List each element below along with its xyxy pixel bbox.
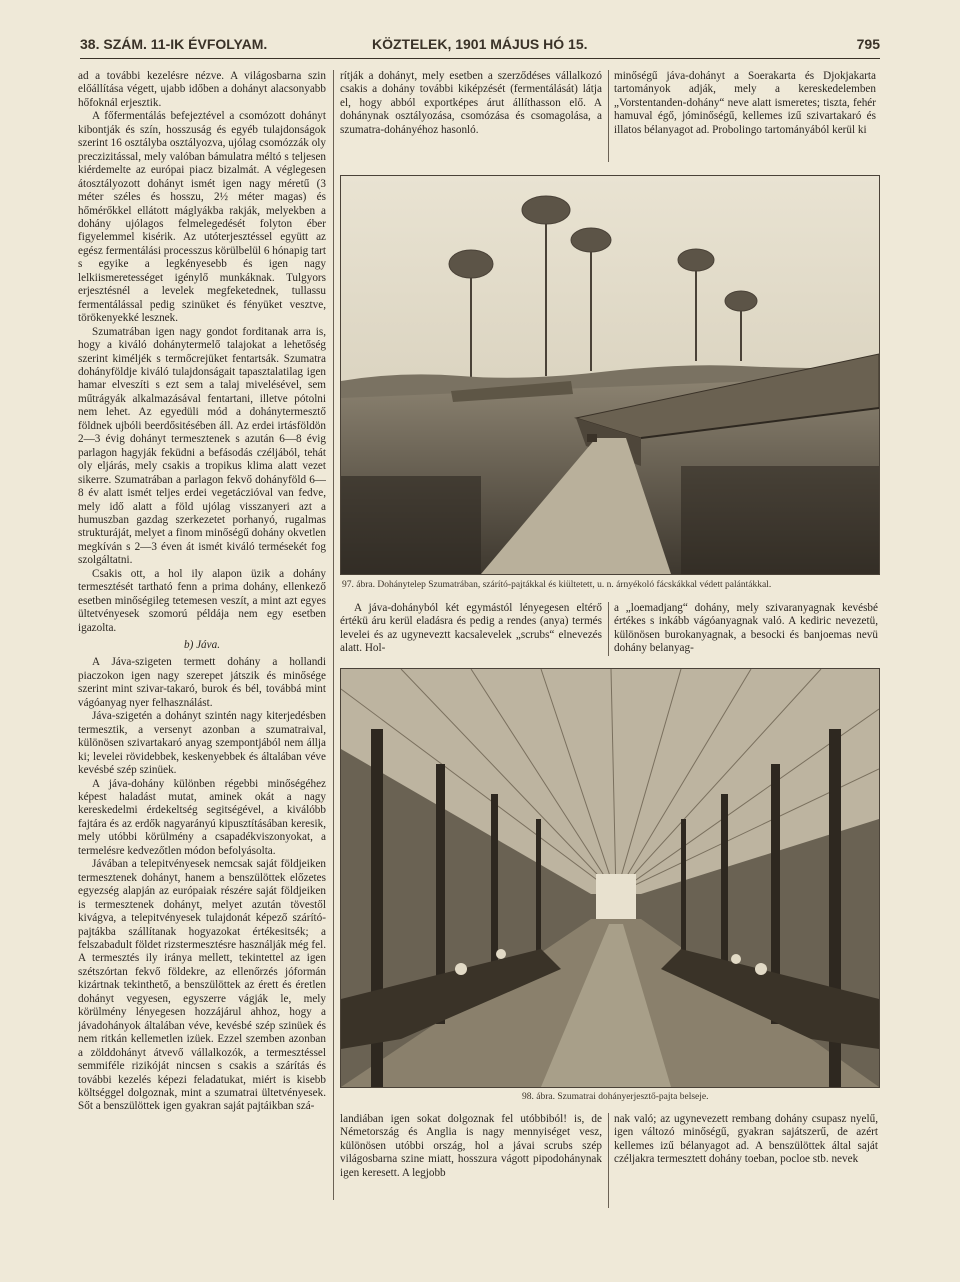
paragraph: A főfermentálás befejeztével a csomózott dohányt kibontják és szín, hosszuság és egyéb tulajdonságok szerint 16 osztályba osztályozva, ujólag csomózzák oly preczizitással, mely valóban bámulatra méltó s teljesen kiérdemelte az európai piacz bizalmát. A véglegesen átosztályozott dohányt ismét igen nagy méretű (3 méter széles és hosszu, 2½ méter magas) és hőmérőkkel ellátott máglyákba rakják, melyekben a dohány ujólagos felmelegedését folyton éber figyelemmel kisérik. Az utóterjesztéssel együtt az egész fermentálási processzus körülbelül 6 hónapig tart s egyike a legkényesebb és igen nagy lelkiismeretességet igénylő munkáknak. Tulgyors erjesztésnél a levelek megfeketednek, tullassu fermentálással pedig szinüket és fényüket vesztve, törökenyekké lesznek. xyxy=(78,110,326,325)
paragraph: minőségű jáva-dohányt a Soerakarta és Djokjakarta tartományok adják, mely a kereskedelemben „Vorstentanden-dohány“ neve alatt ismeretes; tiszta, fehér hamuval égő, jóminőségű, kellemes izű szivartakaró és illatos bélanyagot ad. Probolingo tartományából kerül ki xyxy=(614,70,876,136)
fermentation-shed-photo xyxy=(340,668,880,1088)
right-column-bottom xyxy=(614,1113,878,1213)
paragraph: nak való; az ugynevezett rembang dohány csupasz nyelű, igen változó minőségű, gyakran sajátszerű, de azért kellemes izű bélanyagot ad. A benszülöttek által saját czéljakra termesztett dohány toeban, pocloe stb. nevek xyxy=(614,1113,878,1166)
tobacco-plantation-photo xyxy=(340,175,880,575)
section-heading: b) Jáva. xyxy=(183,639,221,652)
paragraph: Jávában a telepitvényesek nemcsak saját földjeiken termesztenek dohányt, hanem a benszülöttek előzetes egyezség alapján az európaiak részére saját földjeiken is termesztenek dohányt, melyet azután tövestől kivágva, a telepitvényesek tulajdonát képező szárító-pajtákba szállítanak hogyazokat értékesitsék; a felszabadult földet rizstermesztésre használják még fel. A termesztés ily iránya mellett, tekintettel az igen szétszórtan fekvő földekre, az ellenőrzés jóformán kizártnak tekinthető, a benszülöttek az érett és éretlen dohányt vegyesen, egyszerre vágják le, mely körülmény lényegesen hozzájárul ahhoz, hogy a jávadohányok általában véve, kevésbé szép szinüek és nem ritkán kellemetlen izüek. Ezzel szemben azonban a zölddohányt átvevő vállalkozók, a termesztéssel semmiféle rizikóját nincsen s csakis a szárítás és további kezelés képezi feladatukat, miért is kisebb költséggel dolgoznak, mint a szumatrai ültetvényesek. Sőt a benszülöttek igen gyakran saját pajtáikban szá- xyxy=(78,858,326,1113)
shed-interior-illustration xyxy=(341,669,879,1087)
publication-date: KÖZTELEK, 1901 MÁJUS HÓ 15. xyxy=(372,36,588,52)
right-column-middle xyxy=(614,602,878,658)
page-header xyxy=(80,36,880,56)
figure-97-caption: 97. ábra. Dohánytelep Szumatrában, szárító-pajtákkal és kiültetett, u. n. árnyékoló fácskákkal védett palántákkal. xyxy=(342,580,772,590)
issue-label: 38. SZÁM. 11-IK ÉVFOLYAM. xyxy=(80,36,268,52)
column-rule xyxy=(608,602,609,656)
middle-column-middle xyxy=(340,602,602,658)
paragraph: Csakis ott, a hol ily alapon üzik a dohány termesztését tartható fenn a prima dohány, ellenkező esetben minőségileg tetemesen veszít, a mint azt egyes ültetvényesek szomorú példája nem egy esetben igazolta. xyxy=(78,567,326,634)
header-rule xyxy=(80,58,880,59)
paragraph: A jáva-dohányból két egymástól lényegesen eltérő értékü áru kerül eladásra és pedig a rendes (anya) termés levelei és az ugyneveztt kacsalevelek „scrubs“ elnevezés alatt. Hol- xyxy=(340,602,602,655)
paragraph: A jáva-dohány különben régebbi minőségéhez képest haladást mutat, aminek okát a nagy kereskedelmi érdekeltség segitségével, a kiválóbb fajtára és az erdők nagyarányú kipusztításában keresik, mely utóbbi körülmény a csapadékviszonyokat, a termelésre kedvezőtlen módon befolyásolta. xyxy=(78,777,326,857)
paragraph: landiában igen sokat dolgoznak fel utóbbiból! is, de Németország és Anglia is nagy mennyiséget vesz, különösen utóbbi ország, hol a jávai scrubs szép világosbarna szine miatt, hosszura vágott pipodohánynak igen keresett. A legjobb xyxy=(340,1113,602,1179)
page-number: 795 xyxy=(856,36,880,52)
paragraph: Szumatrában igen nagy gondot forditanak arra is, hogy a kiváló dohánytermelő talajokat a lehetőség szerint kiméljék s termőcrejüket fentartsák. Szumatra dohányföldje kiváló tulajdonságait tapasztalatilag igen hamar elveszíti s ezt sem a talaj mivelésével, sem műtrágyák alkalmazásával fentartani, illetve pótolni nem lehet. Az egyedüli mód a dohánytermesztő földnek ujbóli beerdősitésében áll. Az erdei irtásföldön 2—3 évig dohányt termesztenek s azután 6—8 évig parlagon hagyják feküdni a befásodás czéljából, tehát oly eljárás, mely csakis a tropikus klima alatt vezet sikerre. Szumatrában a parlagon fekvő dohányföld 6—8 év alatt ismét teljes erdei vegetáczióval van fedve, mely idő alatt a föld ujólag visszanyeri azt a humuszban gazdag szerkezetet porhanyó, rugalmas strukturáját, melyet a finom minőségű dohány okvetlen megkíván s 2—3 éven át ismét kiváló termésekét fog szolgáltatni. xyxy=(78,325,326,567)
paragraph: a „loemadjang“ dohány, mely szivaranyagnak kevésbé értékes s inkább vágóanyagnak való. A kediric nevezetü, különösen burokanyagnak, a besocki és banjoemas nevü dohány belanyag- xyxy=(614,602,878,655)
paragraph: Jáva-szigetén a dohányt szintén nagy kiterjedésben termesztik, a versenyt azonban a szumatraival, különösen szivartakaró anyag szempontjából nem állja ki; levelei rövidebbek, keskenyebbek és általában véve kevésbé szép szinüek. xyxy=(78,710,326,777)
figure-98-caption: 98. ábra. Szumatrai dohányerjesztő-pajta belseje. xyxy=(522,1092,709,1102)
middle-column-bottom xyxy=(340,1113,602,1213)
column-rule xyxy=(333,70,334,1200)
left-column xyxy=(78,70,326,1200)
paragraph: rítják a dohányt, mely esetben a szerződéses vállalkozó csakis a dohány további kiképzését (fermentálását) látja el, hogy abból exportképes árut állíthasson elő. A dohánynak osztályozása, csomózása és csomagolása, a szumatra-dohányéhoz hasonló. xyxy=(340,70,602,136)
paragraph: A Jáva-szigeten termett dohány a hollandi piaczokon igen nagy szerepet játszik és minősége szerint mint szivar-takaró, burok és bél, továbbá mint vágóanyag nyer felhasználást. xyxy=(78,656,326,709)
paragraph: ad a további kezelésre nézve. A világosbarna szin előállítása végett, ujabb időben a dohányt alacsonyabb hőfoknál erjesztik. xyxy=(78,70,326,109)
middle-column-top xyxy=(340,70,602,165)
right-column-top xyxy=(614,70,876,165)
column-rule xyxy=(608,1113,609,1208)
plantation-illustration xyxy=(341,176,879,574)
column-rule xyxy=(608,70,609,162)
